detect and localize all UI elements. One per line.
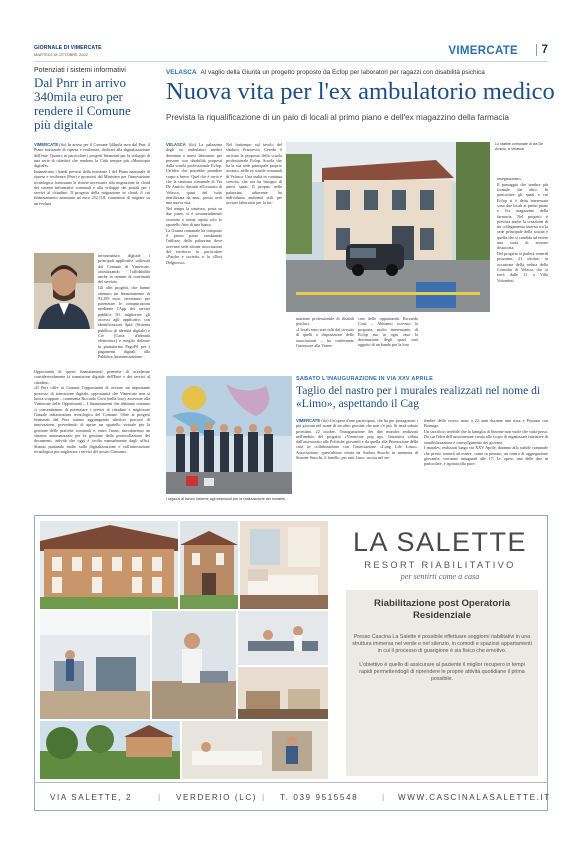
ad-resort-label: RESORT RIABILITATIVO [364, 560, 516, 570]
left-article-kicker: Potenziati i sistemi informativi [34, 67, 126, 74]
second-article-column-1: VIMERCATE (tlo) Un'opera d'arte partecipata, che ha per protagonisti i più giovani nel nome di un altro giovane che non c'è più. Si terrà sabato prossimo, 22 ottobre, l'inaugurazione dei due murales realizzati nell'ambito del progetto «Vimercate pop up». Iniziativa voluta dall'assessorato alle Politiche giovanili e da quella alla Promozione della città in collaborazione con l'associazione «Long Life Limo». Associazione, quest'ultima creata da Andrea Stucchi in memoria di Simone Stucchi, il fratello, per tutti Limo, uccisa nel set- [296, 418, 418, 461]
paper-name: GIORNALE DI VIMERCATE [34, 45, 102, 51]
main-article-tag: VELASCA [166, 69, 197, 76]
ad-photo-room [240, 521, 328, 609]
ad-website[interactable]: WWW.CASCINALASALETTE.IT [398, 793, 551, 802]
main-article-subtitle: Prevista la riqualificazione di un paio di locali al primo piano e dell'ex magazzino della farmacia [166, 113, 509, 122]
masthead [34, 44, 548, 62]
dateline-town: VIMERCATE [34, 142, 59, 147]
main-article-column-2: Nel frattempo sul tavolo del sindaco Francesco Cereda è arrivata la proposta della scuola professionale Ecfop. Scuola che ha la sua sede principale proprio accanto, nelle ex scuole comunali di Velasca. Una realtà in continua crescita, che ora ha bisogno di nuovi spazi. Il proprio nella palazzina adiacente ha individuato ambienti utili per avviare laboratori per la for- [226, 142, 282, 206]
ad-photo-nurse [152, 611, 236, 719]
left-article-lead: (tlo) In arrivo per il Comune 344mila euro dal Pnrr, il Piano nazionale di ripresa e resilienza, dedicati alla digitalizzazione dell'ente. Quattro in particolare i progetti finanziati per lo sviluppo di una serie di obiettivi che rendono la Città sempre più «Municipio digitale». [34, 142, 150, 169]
ad-tagline: per sentirti come a casa [400, 572, 480, 581]
second-article-column-2: tembre dello scorso anno a 22 anni durante una rissa a Pessano con Bornago. Un sacrificio terribile che la famiglia di Simone non vuole che vada perso. Da cui l'idea dell'associazione creata allo scopo di organizzare iniziative di sensibilizzazione e coinvolgimento dei giovani. I murales, realizzati lungo via XXV Aprile, daranno allo stabile comunale che presto tornerà ad essere, come in passato, un centro di aggregazione giovanile, verranno inaugurati alle 17. Le opere, una delle due in particolare, è ispirata alla pace. [424, 418, 548, 467]
left-article-title: Dal Pnrr in arrivo 340mila euro per rendere il Comune più digitale [34, 75, 131, 132]
left-article-body-bottom [34, 369, 150, 455]
main-article-column-1: VELASCA (tlo) La palazzina degli ex ambulatori medici destinata a nuovi laboratori per persone con disabilità proposti dalla scuola professionale Ecfop. Un'idea che potrebbe prendere corpo a breve. Quel che è certo è che la struttura comunale di Via De Amicis, davanti all'oratorio di Velasca, quasi del tutto inutilizzata da anni, presto avrà una nuova vita. Nel tempo la struttura, posta su due piani, si è sostanzialmente svuotata e ormai ospita solo lo sportello Atm di una banca. La Giunta comunale ha compiuto il primo passo cambiando l'utilizzo della palazzina dove avevano sede alcune associazioni del territorio in particolare «Paiche e società» e la «Dori Delgrosso». [166, 142, 222, 265]
building-photo [286, 142, 490, 312]
ad-info-text: Presso Cascina La Salette è possibile effettuare soggiorni riabilitativi in una struttura immersa nel verde e nel silenzio, in comodi e spaziosi appartamenti in cui il processo di guarigione è sia fisico che emotivo. L'obiettivo è quello di assicurare al paziente il miglior recupero in tempi rapidi permettendogli di riprendere le proprie attività quotidiane il prima possibile. [352, 634, 532, 683]
ad-footer: VIA SALETTE, 2 | VERDERIO (LC) | T. 039 9515548 | WWW.CASCINALASALETTE.IT [34, 782, 548, 811]
dateline-town: VELASCA [166, 142, 186, 147]
left-article-paragraph: «Il Pnrr offre ai Comuni l'opportunità di avviare un importante processo di transizione digitale, opportunità che Vimercate non si lascia scappare – commenta Riccardo Corti (nella foto), assessore alla Vimercate delle Opportunità – I finanziamenti che abbiamo ottenuto ci consentiranno di potenziare i servizi al cittadino e migliorare l'attuale infrastruttura tecnologica del Comune. Oltre ai progetti finanziati dal Pnrr stiamo aggiungendo ulteriori percorsi di innovazione, prevedendo di aprire un sportello virtuale per la gestione delle pratiche comunali e, entro l'anno, introdurremo un sistema automatizzato per la gestione della protocollazione dei documenti, attività che oggi è svolta manualmente dagli uffici. Stiamo puntando molto sulla digitalizzazione e sull'innovazione tecnologica per migliorare i servizi del nostro Comune». [34, 385, 150, 454]
second-article-title: Taglio del nastro per i murales realizzati nel nome di «Limo», aspettando il Cag [296, 384, 541, 411]
left-article-paragraph: Opportunità di questi finanziamenti permette di accelerare considerevolmente la transizione digitale dell'Ente e dei servizi al cittadino. [34, 369, 150, 385]
section-name: VIMERCATE [448, 45, 518, 57]
issue-date: MARTEDÌ 18 OTTOBRE 2022 [34, 52, 88, 57]
murals-photo-caption: I ragazzi al lavoro insieme agli assessori per la realizzazione dei murales [166, 497, 285, 501]
main-article-column-5: assegnazione». Il passaggio che sembra più formale che altro. In particolare gli spazi a cui Ecfop si è detta interessata sono due locali al primo piano e l'ex magazzino della farmacia. Nel progetto è prevista anche la creazione di un collegamento interno tra la sede principale della scuola e quella che si candida ad essere una sorta di sezione distaccata. Del progetto si parlerà venerdì prossimo, 21 ottobre, in occasione della seduta della Consulta di Velasca che si terrà dalle 21 a Villa Volontieri. [497, 176, 548, 283]
ad-info-title: Riabilitazione post Operatoria Residenziale [374, 598, 510, 622]
ad-city: VERDERIO (LC) [176, 793, 258, 802]
main-article-title: Nuova vita per l'ex ambulatorio medico [166, 78, 555, 105]
dateline-town: VIMERCATE [296, 418, 321, 423]
ad-photo-lounge [238, 667, 328, 719]
main-article-column-3: mazione professionale di disabili psichici. «I locali sono stati tolti dal circuito di quelli a disposizione delle associazioni – ha confermato l'assessore alla Vimer- [296, 316, 354, 348]
ad-address: VIA SALETTE, 2 [50, 793, 133, 802]
ad-photo-villa [180, 521, 238, 609]
ad-brand: LA SALETTE [352, 527, 528, 557]
murals-photo [166, 376, 292, 494]
portrait-photo [34, 253, 94, 329]
ad-photo-building [40, 521, 178, 609]
left-article-paragraph: Innanzitutto i bandi previsti dalla missione 1 del Piano nazionale di ripresa e resilienza (Pnrr) e promossi dal Ministero per l'innovazione tecnologica forniranno le risorse necessarie alla migrazione in cloud dei sistemi informativi comunali e alla sviluppo dei portali per i servizi al cittadino. Il progetto della migrazione in cloud, il cui finanziamento ammonta ad euro 252.118, consentirà di migrare su un'evoluta [34, 168, 150, 206]
ad-photo-garden [40, 721, 180, 779]
left-article-body-top [34, 142, 150, 207]
building-photo-caption: Lo stabile comunale di via De Amicis, a Velasca [495, 142, 544, 151]
left-article-body-wrap [98, 253, 150, 360]
second-article-kicker: SABATO L'INAUGURAZIONE IN VIA XXV APRILE [296, 376, 434, 382]
ad-phone: T. 039 9515548 [280, 793, 359, 802]
ad-photo-gym [40, 611, 150, 719]
ad-photo-patient [182, 721, 328, 779]
left-article-paragraph: infrastruttura digitale i principali applicativi utilizzati dal Comune di Vimercate, ottimizzando l'affidabilità anche in termini di continuità del servizio. [98, 253, 150, 285]
main-article-column-4: cate delle opportunità, Riccardo Corti – Abbiamo ricevuto la proposta, molto interessante, di Ecfop ma in ogni caso la destinazione degli spazi sarà oggetto di un bando per la loro [358, 316, 418, 348]
left-article-paragraph: Gli altri progetti, che hanno ottenuto un finanziamento di 92.295 euro, serviranno per potenziare le comunicazioni mediante l'App dei servizi pubblici IO, migliorare gli accessi agli applicativi con identificazioni Spid (Sistema pubblico di identità digitale) e Cie (Carta d'identità elettronica) e meglio definire la piattaforma PagoPA per i pagamenti digitali alla Pubblica Amministrazione. [98, 285, 150, 360]
page-number: 7 [536, 44, 548, 56]
ad-photo-therapy [238, 611, 328, 665]
main-article-kicker: VELASCA Al vaglio della Giunta un progetto proposto da Ecfop per laboratori per ragazzi con disabilità psichica [166, 69, 485, 76]
